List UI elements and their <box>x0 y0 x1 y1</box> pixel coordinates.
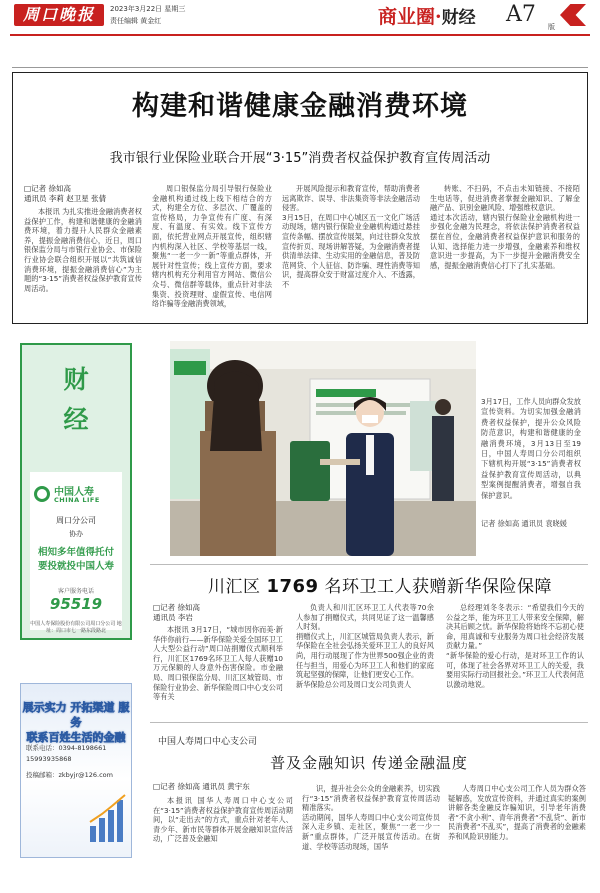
section-title <box>378 2 476 29</box>
lead-byline: □记者 徐如高 通讯员 李莉 赵卫星 张倩 <box>24 184 107 203</box>
story3-kicker: 中国人寿周口中心支公司 <box>158 737 258 747</box>
story2-column-3 <box>446 603 584 701</box>
page-arrow-icon <box>560 4 586 26</box>
lead-subhead: 我市银行业保险业联合开展“3·15”消费者权益保护教育宣传周活动 <box>109 151 491 166</box>
bar-graphic-icon <box>88 792 128 842</box>
china-life-logo-icon <box>34 486 50 502</box>
ad-slogan <box>30 546 122 574</box>
lead-paragraph-3: 开展风险提示和教育宣传，帮助消费者远离欺诈、误导、非法集资等非法金融活动侵害。 3月15日，在周口中心城区五一文化广场活动现场，辖内银行保险业金融机构通过悬挂宣传条幅、摆放宣传展架，向过往群众发放宣传折页、现场讲解答疑，为金融消费者提供清单法律、生动实用的金融信息，普及防范网贷、个人征信、防诈骗、理性消费等知识，提高群众安于财富过度介入、不透露，不 <box>282 184 420 289</box>
story2-paragraph-1: 本报讯 3月17日，“城市因你而美·新华伴你前行——新华保险关爱全国环卫工人大型公益行动”周口站捐赠仪式顺利举行，川汇区1769名环卫工人每人获赠10万元保额的人身意外伤害保险。市金融局、周口银保监分局、川汇区城管局、市保险行业协会、新华保险周口中心支公司等有关 <box>153 625 283 701</box>
responsible-editor: 责任编辑 黄金红 <box>110 17 162 25</box>
ad-title <box>20 360 132 440</box>
promo-title-line-2: 联系百姓生活的金融 <box>26 731 126 744</box>
event-photo-illustration <box>170 341 476 556</box>
lead-column-2 <box>152 184 272 317</box>
story2-head-number: 1769 <box>266 576 319 597</box>
ad-slogan-line-1: 相知多年值得托付 <box>37 547 114 558</box>
ad-logo-cn: 中国人寿 <box>54 487 94 498</box>
ad-title-char-1: 财 <box>63 365 89 394</box>
ad-hotline-label: 客户服务电话 <box>57 588 94 595</box>
promo-title <box>22 700 130 745</box>
story3-headline: 普及金融知识 传递金融温度 <box>270 754 468 772</box>
promo-email: 投稿邮箱：zkbyjr@126.com <box>26 771 113 779</box>
story2-headline <box>175 572 585 597</box>
story2-head-post: 名环卫工人获赠新华保险保障 <box>318 577 552 597</box>
lead-paragraph-1: 本报讯 为扎实推进金融消费者权益保护工作，构建和谐健康的金融消费环境，着力提升人民群众金融素养，提振金融消费信心，近日，周口银保监分局与市银行业协会、市保险行业协会联合组织开展以“共筑诚信消费环境，提振金融消费信心”为主题的“3·15”消费者权益保护教育宣传周活动。 <box>24 207 142 293</box>
promo-phone: 联系电话：0394-8198661 <box>26 744 107 752</box>
section-subname: 财经 <box>441 8 476 28</box>
story2-paragraph-3: 总经理刘冬冬表示：“希望我们今天的公益之举，能为环卫工人带来安全保障，解决其后顾之忧。新华保险将始终不忘初心使命，用真诚和专业服务为周口社会经济发展贡献力量。” “新华保险的爱心行动，是对环卫工作的认可，体现了社会各界对环卫工人的关爱，我要用实际行动回报社会。”环卫工人代表何范以激动地说。 <box>446 603 584 689</box>
lead-top-rule <box>12 67 588 68</box>
masthead-rule <box>10 34 590 36</box>
ad-logo-en: CHINA LIFE <box>54 496 100 504</box>
promo-mobile: 15993935868 <box>26 755 72 763</box>
ad-branch: 周口分公司 <box>56 516 96 525</box>
story2-paragraph-2: 负责人和川汇区环卫工人代表等70余人参加了捐赠仪式，共同见证了这一温馨感人时刻。 捐赠仪式上，川汇区城管局负责人表示，新华保险在全社会弘扬关爱环卫工人的良好风尚，用行动展现了作为世界500强企业的责任与担当，用爱心为环卫工人和他们的家庭筑起坚强的保障，让他们更安心工作。 新华保险总公司及周口支公司负责人 <box>296 603 434 689</box>
photo-caption: 3月17日，工作人员向群众发放宣传资料。为切实加强金融消费者权益保护，提升公众风险防范意识，构建和谐健康的金融消费环境，3月13日至19日，中国人寿周口分公司组织下辖机构开展“3·15”消费者权益保护教育宣传周活动，以典型案例提醒消费者，增强自我保护意识。 <box>481 397 581 500</box>
story3-paragraph-3: 人寿周口中心支公司工作人员为群众答疑解惑，发放宣传资料，并通过真实的案例讲解各类金融反诈骗知识，引导老年消费者“不贪小利”、青年消费者“不乱贷”、新市民消费者“不乱买”，提高了消费者的金融素养和风险识别能力。 <box>448 784 586 841</box>
promo-title-line-1: 展示实力 开拓渠道 服务 <box>22 701 130 729</box>
lead-column-4 <box>430 184 580 317</box>
lead-paragraph-2: 周口银保监分局引导银行保险业金融机构通过线上线下相结合的方式，构建全方位、多层次、广覆盖的宣传格局，力争宣传有广度、有深度、有温度、有实效。线下宣传方面，依托营业网点开展宣传，组织辖内机构深入社区、学校等基层一线，聚焦“一老一少一新”等重点群体，开展针对性宣传；线上宣传方面，要求辖内机构充分利用官方网站、微信公众号、微信群等载体，重点针对非法集资、投资理财、虚假宣传、电信网络诈骗等金融消费领域， <box>152 184 272 309</box>
story3-paragraph-1: 本报讯 国华人寿周口中心支公司在“3·15”消费者权益保护教育宣传周活动期间，以“走出去”的方式，重点针对老年人、青少年、新市民等群体开展金融知识宣传活动，广泛普及金融知 <box>153 796 293 844</box>
section-name: 商业圈 <box>378 6 436 28</box>
story2-column-2 <box>296 603 434 701</box>
newspaper-logo: 周口晚报 <box>14 4 104 26</box>
lead-headline: 构建和谐健康金融消费环境 <box>132 91 468 122</box>
event-photo <box>170 341 476 556</box>
story2-column-1 <box>153 625 283 701</box>
ad-slogan-line-2: 要投就投中国人寿 <box>37 561 114 572</box>
story3-paragraph-2: 识，提升社会公众的金融素养，切实践行“3·15”消费者权益保护教育宣传周活动精准落实。 活动期间，国华人寿周口中心支公司宣传员深入走乡镇、走社区，聚焦“一老一少一新”重点群体，广泛开展宣传活动。在街道、学校等活动现场，国华 <box>302 784 440 851</box>
lead-column-1 <box>24 207 142 317</box>
issue-date: 2023年3月22日 星期三 <box>110 5 186 13</box>
story3-column-1 <box>153 796 293 886</box>
story2-head-pre: 川汇区 <box>208 577 267 597</box>
page-suffix: 版 <box>548 23 555 31</box>
story3-byline: □记者 徐如高 通讯员 黄宇东 <box>153 782 250 791</box>
lead-column-3 <box>282 184 420 317</box>
story2-byline: □记者 徐如高 通讯员 李岩 <box>153 603 200 622</box>
page-number: A7 <box>506 2 536 27</box>
ad-footer: 中国人寿保险股份有限公司周口分公司 地址：周口市七一路东段路北 <box>30 621 122 634</box>
ad-hotline: 95519 <box>49 595 103 613</box>
ad-cohost: 协办 <box>69 530 83 538</box>
ad-title-char-2: 经 <box>63 405 89 434</box>
section-separator: · <box>435 6 442 28</box>
photo-credit: 记者 徐如高 通讯员 袁晓媛 <box>481 519 567 528</box>
story3-column-2 <box>302 784 440 886</box>
lead-paragraph-4: 转账、不扫码，不点击未知链接、不接陌生电话等，促进消费者掌握金融知识、了解金融产品、识别金融风险、增强维权意识。 通过本次活动，辖内银行保险业金融机构进一步强化金融为民理念，将依法保护消费者权益摆在首位，金融消费者权益保护意识和服务的认知、选择能力进一步增强，金融素养和维权意识进一步提高，为下一步提升金融消费安全感，提振金融消费信心打下了扎实基础。 <box>430 184 580 270</box>
story3-column-3 <box>448 784 586 886</box>
story3-top-rule <box>150 722 588 723</box>
